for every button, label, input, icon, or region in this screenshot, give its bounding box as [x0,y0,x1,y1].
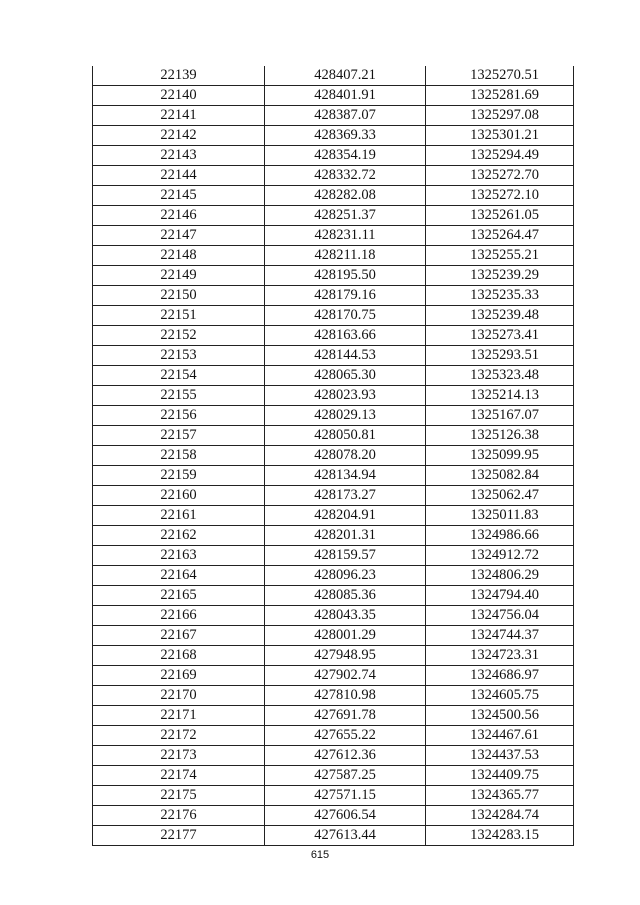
y-coordinate-cell: 1325062.47 [426,486,574,506]
x-coordinate-cell: 428401.91 [265,86,426,106]
point-id-cell: 22146 [93,206,265,226]
point-id-cell: 22166 [93,606,265,626]
table-row [93,626,574,646]
y-coordinate-cell: 1324794.40 [426,586,574,606]
y-coordinate-cell: 1324467.61 [426,726,574,746]
y-coordinate-cell: 1324409.75 [426,766,574,786]
table-row [93,306,574,326]
table-row [93,386,574,406]
x-coordinate-cell: 427902.74 [265,666,426,686]
point-id-cell: 22162 [93,526,265,546]
x-coordinate-cell: 428163.66 [265,326,426,346]
y-coordinate-cell: 1324605.75 [426,686,574,706]
x-coordinate-cell: 427606.54 [265,806,426,826]
y-coordinate-cell: 1325294.49 [426,146,574,166]
point-id-cell: 22147 [93,226,265,246]
x-coordinate-cell: 428029.13 [265,406,426,426]
point-id-cell: 22159 [93,466,265,486]
point-id-cell: 22145 [93,186,265,206]
y-coordinate-cell: 1325239.29 [426,266,574,286]
y-coordinate-cell: 1325270.51 [426,66,574,86]
y-coordinate-cell: 1325272.10 [426,186,574,206]
y-coordinate-cell: 1324723.31 [426,646,574,666]
table-row [93,86,574,106]
point-id-cell: 22163 [93,546,265,566]
y-coordinate-cell: 1324806.29 [426,566,574,586]
table-row [93,766,574,786]
x-coordinate-cell: 428282.08 [265,186,426,206]
y-coordinate-cell: 1325264.47 [426,226,574,246]
x-coordinate-cell: 428050.81 [265,426,426,446]
x-coordinate-cell: 428001.29 [265,626,426,646]
point-id-cell: 22142 [93,126,265,146]
table-row [93,426,574,446]
point-id-cell: 22144 [93,166,265,186]
x-coordinate-cell: 427691.78 [265,706,426,726]
table-row [93,486,574,506]
table-row [93,446,574,466]
y-coordinate-cell: 1325323.48 [426,366,574,386]
table-row [93,546,574,566]
y-coordinate-cell: 1324756.04 [426,606,574,626]
x-coordinate-cell: 428251.37 [265,206,426,226]
table-row [93,666,574,686]
table-row [93,586,574,606]
table-row [93,226,574,246]
table-row [93,526,574,546]
point-id-cell: 22158 [93,446,265,466]
y-coordinate-cell: 1324986.66 [426,526,574,546]
y-coordinate-cell: 1325297.08 [426,106,574,126]
table-row [93,466,574,486]
point-id-cell: 22177 [93,826,265,846]
point-id-cell: 22176 [93,806,265,826]
table-row [93,826,574,846]
y-coordinate-cell: 1325273.41 [426,326,574,346]
table-row [93,266,574,286]
x-coordinate-cell: 427571.15 [265,786,426,806]
x-coordinate-cell: 428173.27 [265,486,426,506]
x-coordinate-cell: 428065.30 [265,366,426,386]
point-id-cell: 22141 [93,106,265,126]
y-coordinate-cell: 1325099.95 [426,446,574,466]
table-row [93,66,574,86]
table-row [93,726,574,746]
y-coordinate-cell: 1325272.70 [426,166,574,186]
y-coordinate-cell: 1324283.15 [426,826,574,846]
y-coordinate-cell: 1324365.77 [426,786,574,806]
point-id-cell: 22150 [93,286,265,306]
x-coordinate-cell: 427612.36 [265,746,426,766]
point-id-cell: 22148 [93,246,265,266]
y-coordinate-cell: 1324437.53 [426,746,574,766]
point-id-cell: 22175 [93,786,265,806]
x-coordinate-cell: 428043.35 [265,606,426,626]
x-coordinate-cell: 428201.31 [265,526,426,546]
point-id-cell: 22152 [93,326,265,346]
x-coordinate-cell: 428078.20 [265,446,426,466]
table-row [93,206,574,226]
table-row [93,106,574,126]
x-coordinate-cell: 427655.22 [265,726,426,746]
x-coordinate-cell: 428369.33 [265,126,426,146]
y-coordinate-cell: 1325239.48 [426,306,574,326]
point-id-cell: 22149 [93,266,265,286]
table-row [93,126,574,146]
page-number: 615 [310,849,330,861]
x-coordinate-cell: 428023.93 [265,386,426,406]
y-coordinate-cell: 1325011.83 [426,506,574,526]
y-coordinate-cell: 1325214.13 [426,386,574,406]
y-coordinate-cell: 1324744.37 [426,626,574,646]
x-coordinate-cell: 428096.23 [265,566,426,586]
table-row [93,706,574,726]
table-row [93,646,574,666]
point-id-cell: 22164 [93,566,265,586]
x-coordinate-cell: 428204.91 [265,506,426,526]
point-id-cell: 22156 [93,406,265,426]
point-id-cell: 22140 [93,86,265,106]
y-coordinate-cell: 1325293.51 [426,346,574,366]
coordinate-table-body [93,66,574,846]
x-coordinate-cell: 427948.95 [265,646,426,666]
table-row [93,146,574,166]
point-id-cell: 22139 [93,66,265,86]
point-id-cell: 22165 [93,586,265,606]
x-coordinate-cell: 428354.19 [265,146,426,166]
y-coordinate-cell: 1325255.21 [426,246,574,266]
point-id-cell: 22161 [93,506,265,526]
point-id-cell: 22154 [93,366,265,386]
x-coordinate-cell: 428085.36 [265,586,426,606]
point-id-cell: 22167 [93,626,265,646]
table-row [93,506,574,526]
x-coordinate-cell: 428195.50 [265,266,426,286]
y-coordinate-cell: 1325082.84 [426,466,574,486]
table-row [93,406,574,426]
x-coordinate-cell: 428387.07 [265,106,426,126]
table-row [93,746,574,766]
table-row [93,246,574,266]
y-coordinate-cell: 1325281.69 [426,86,574,106]
table-row [93,286,574,306]
table-row [93,606,574,626]
point-id-cell: 22168 [93,646,265,666]
x-coordinate-cell: 428134.94 [265,466,426,486]
point-id-cell: 22174 [93,766,265,786]
y-coordinate-cell: 1325126.38 [426,426,574,446]
x-coordinate-cell: 428211.18 [265,246,426,266]
y-coordinate-cell: 1324284.74 [426,806,574,826]
y-coordinate-cell: 1325167.07 [426,406,574,426]
table-row [93,686,574,706]
x-coordinate-cell: 428407.21 [265,66,426,86]
point-id-cell: 22170 [93,686,265,706]
x-coordinate-cell: 428231.11 [265,226,426,246]
point-id-cell: 22171 [93,706,265,726]
table-row [93,806,574,826]
y-coordinate-cell: 1324912.72 [426,546,574,566]
x-coordinate-cell: 428159.57 [265,546,426,566]
point-id-cell: 22172 [93,726,265,746]
table-row [93,366,574,386]
y-coordinate-cell: 1324686.97 [426,666,574,686]
x-coordinate-cell: 428170.75 [265,306,426,326]
x-coordinate-cell: 428144.53 [265,346,426,366]
x-coordinate-cell: 428179.16 [265,286,426,306]
point-id-cell: 22151 [93,306,265,326]
table-row [93,346,574,366]
table-row [93,166,574,186]
point-id-cell: 22169 [93,666,265,686]
point-id-cell: 22143 [93,146,265,166]
point-id-cell: 22157 [93,426,265,446]
y-coordinate-cell: 1325261.05 [426,206,574,226]
table-row [93,186,574,206]
table-row [93,566,574,586]
point-id-cell: 22160 [93,486,265,506]
x-coordinate-cell: 427810.98 [265,686,426,706]
x-coordinate-cell: 427613.44 [265,826,426,846]
x-coordinate-cell: 427587.25 [265,766,426,786]
table-row [93,786,574,806]
y-coordinate-cell: 1324500.56 [426,706,574,726]
coordinate-table [92,66,574,846]
x-coordinate-cell: 428332.72 [265,166,426,186]
point-id-cell: 22173 [93,746,265,766]
point-id-cell: 22153 [93,346,265,366]
point-id-cell: 22155 [93,386,265,406]
y-coordinate-cell: 1325301.21 [426,126,574,146]
table-row [93,326,574,346]
y-coordinate-cell: 1325235.33 [426,286,574,306]
